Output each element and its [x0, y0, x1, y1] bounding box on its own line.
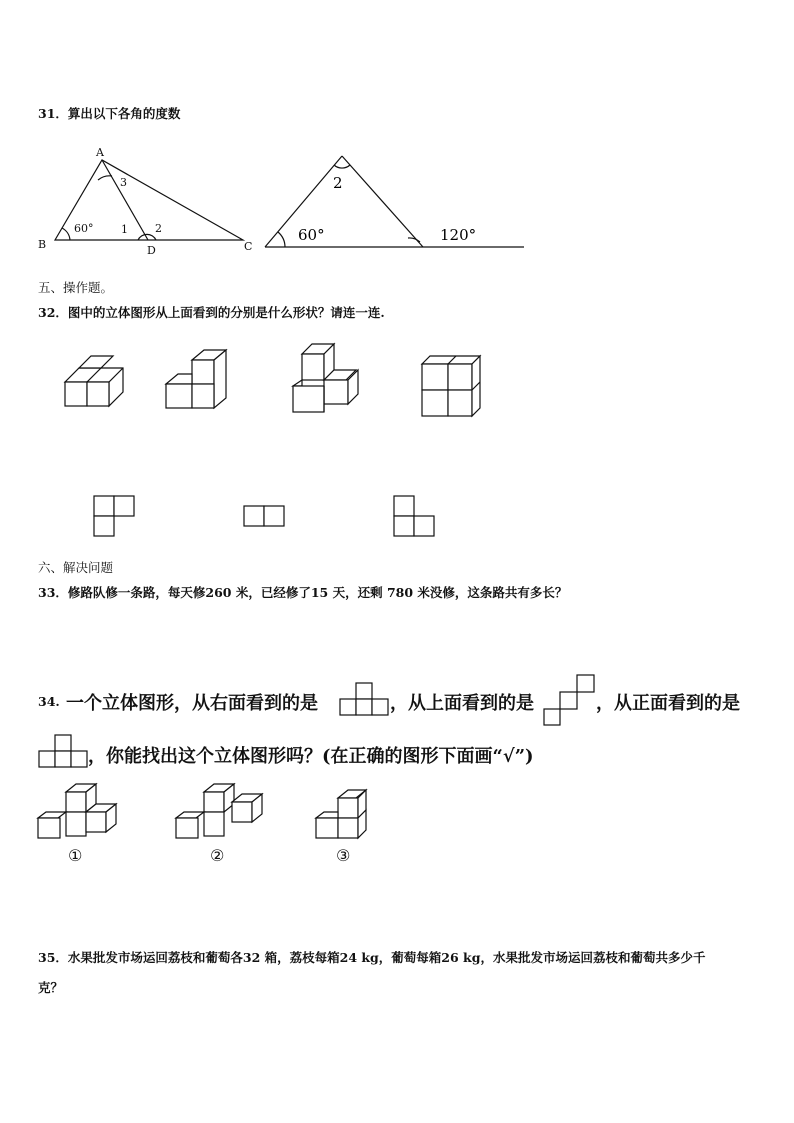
q34-part3: ，从正面看到的是 [596, 693, 740, 714]
q34-right-view [340, 683, 388, 715]
q32-solid-2 [166, 350, 226, 408]
q33-text: 33．修路队修一条路，每天修260 米，已经修了15 天，还剩 780 米没修，这条路共有多长？ [38, 585, 568, 600]
section-5-heading: 五、操作题。 [38, 280, 114, 295]
q34-option-1-solid [38, 784, 116, 838]
q34-option-2-solid [176, 784, 262, 838]
q32-solid-1 [65, 356, 123, 406]
q34-part2: ，从上面看到的是 [390, 693, 534, 714]
q34-option-3-label: ③ [336, 846, 351, 865]
q34-number: 34. [38, 694, 60, 709]
label-angle-1: 1 [121, 223, 128, 236]
label-a: A [96, 146, 104, 159]
q32-top-view-1 [94, 496, 134, 536]
section-6-heading: 六、解决问题 [38, 560, 114, 575]
triangle-abc-figure [38, 146, 252, 257]
q35-line1: 35．水果批发市场运回荔枝和葡萄各32 箱，荔枝每箱24 kg，葡萄每箱26 kg，水果批发市场运回荔枝和葡萄共多少千 [38, 950, 706, 965]
q32-text: 32．图中的立体图形从上面看到的分别是什么形状？请连一连. [38, 305, 385, 320]
q34-option-1-label: ① [68, 846, 83, 865]
label-d: D [147, 244, 156, 257]
q31-text: 31．算出以下各角的度数 [38, 106, 181, 121]
q32-solid-3 [293, 344, 358, 412]
q34-top-view [544, 675, 594, 725]
q32-solid-4 [422, 356, 480, 416]
label-angle-60b: 60° [298, 226, 325, 244]
label-angle-2: 2 [155, 222, 162, 235]
q35-line2: 克？ [38, 980, 64, 995]
label-angle-60: 60° [74, 222, 94, 235]
q34-part1: 一个立体图形，从右面看到的是 [66, 693, 318, 714]
q32-top-view-2 [244, 506, 284, 526]
q32-top-view-3 [394, 496, 434, 536]
label-angle-3: 3 [120, 176, 127, 189]
label-c: C [244, 240, 253, 253]
label-angle-2b: 2 [333, 174, 343, 192]
q34-option-2-label: ② [210, 846, 225, 865]
label-angle-120: 120° [440, 226, 477, 244]
label-b: B [38, 238, 47, 251]
q34-option-3-solid [316, 790, 366, 838]
q34-front-view [39, 735, 87, 767]
q34-part4: ，你能找出这个立体图形吗？(在正确的图形下面画“√”) [88, 746, 534, 767]
exterior-angle-figure [265, 156, 524, 247]
